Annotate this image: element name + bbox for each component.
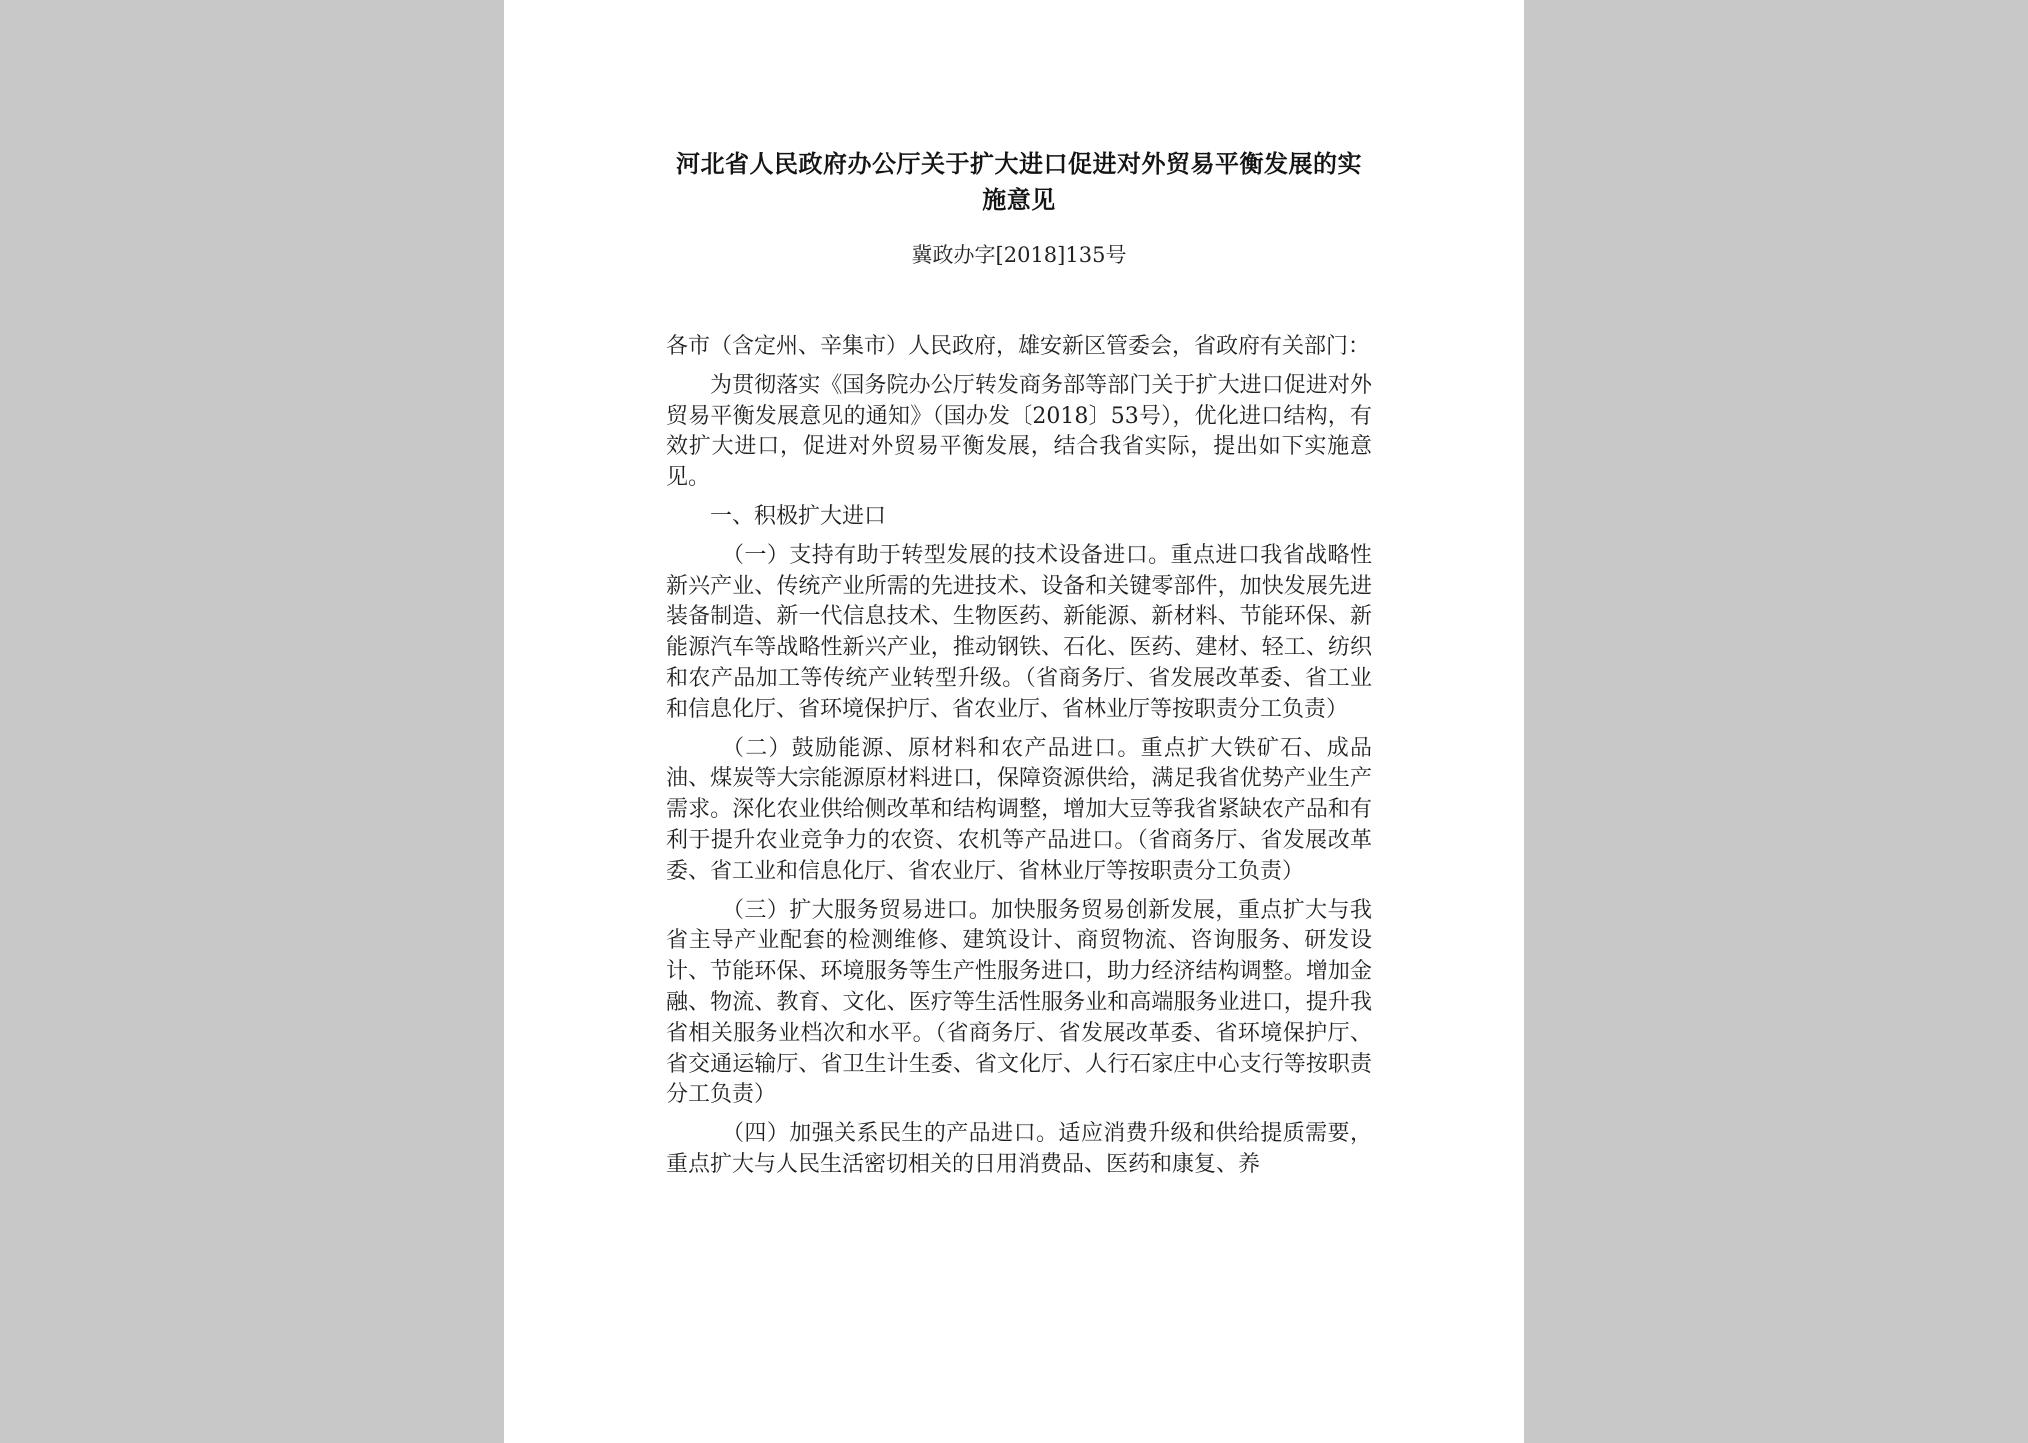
document-number: 冀政办字[2018]135号 [911,243,1127,267]
document-title: 河北省人民政府办公厅关于扩大进口促进对外贸易平衡发展的实施意见 [676,149,1362,214]
paragraph-item-4: （四）加强关系民生的产品进口。适应消费升级和供给提质需要，重点扩大与人民生活密切相关的日用消费品、医药和康复、养 [666,1121,1372,1177]
intro-paragraph: 为贯彻落实《国务院办公厅转发商务部等部门关于扩大进口促进对外贸易平衡发展意见的通知》（国办发〔2018〕53号），优化进口结构，有效扩大进口，促进对外贸易平衡发展，结合我省实际，提出如下实施意见。 [666,372,1372,491]
paragraph-item-2: （二）鼓励能源、原材料和农产品进口。重点扩大铁矿石、成品油、煤炭等大宗能源原材料进口，保障资源供给，满足我省优势产业生产需求。深化农业供给侧改革和结构调整，增加大豆等我省紧缺农产品和有利于提升农业竞争力的农资、农机等产品进口。（省商务厅、省发展改革委、省工业和信息化厅、省农业厅、省林业厅等按职责分工负责） [666,735,1372,884]
document-body [666,332,1372,1181]
paragraph-item-1: （一）支持有助于转型发展的技术设备进口。重点进口我省战略性新兴产业、传统产业所需的先进技术、设备和关键零部件，加快发展先进装备制造、新一代信息技术、生物医药、新能源、新材料、节能环保、新能源汽车等战略性新兴产业，推动钢铁、石化、医药、建材、轻工、纺织和农产品加工等传统产业转型升级。（省商务厅、省发展改革委、省工业和信息化厅、省环境保护厅、省农业厅、省林业厅等按职责分工负责） [666,542,1372,722]
document-page [504,0,1524,1443]
document-content [666,146,1372,1189]
paragraph-item-3: （三）扩大服务贸易进口。加快服务贸易创新发展，重点扩大与我省主导产业配套的检测维修、建筑设计、商贸物流、咨询服务、研发设计、节能环保、环境服务等生产性服务进口，助力经济结构调整。增加金融、物流、教育、文化、医疗等生活性服务业和高端服务业进口，提升我省相关服务业档次和水平。（省商务厅、省发展改革委、省环境保护厅、省交通运输厅、省卫生计生委、省文化厅、人行石家庄中心支行等按职责分工负责） [666,897,1372,1108]
section-heading: 一、积极扩大进口 [710,503,887,529]
salutation: 各市（含定州、辛集市）人民政府，雄安新区管委会，省政府有关部门： [666,334,1371,359]
